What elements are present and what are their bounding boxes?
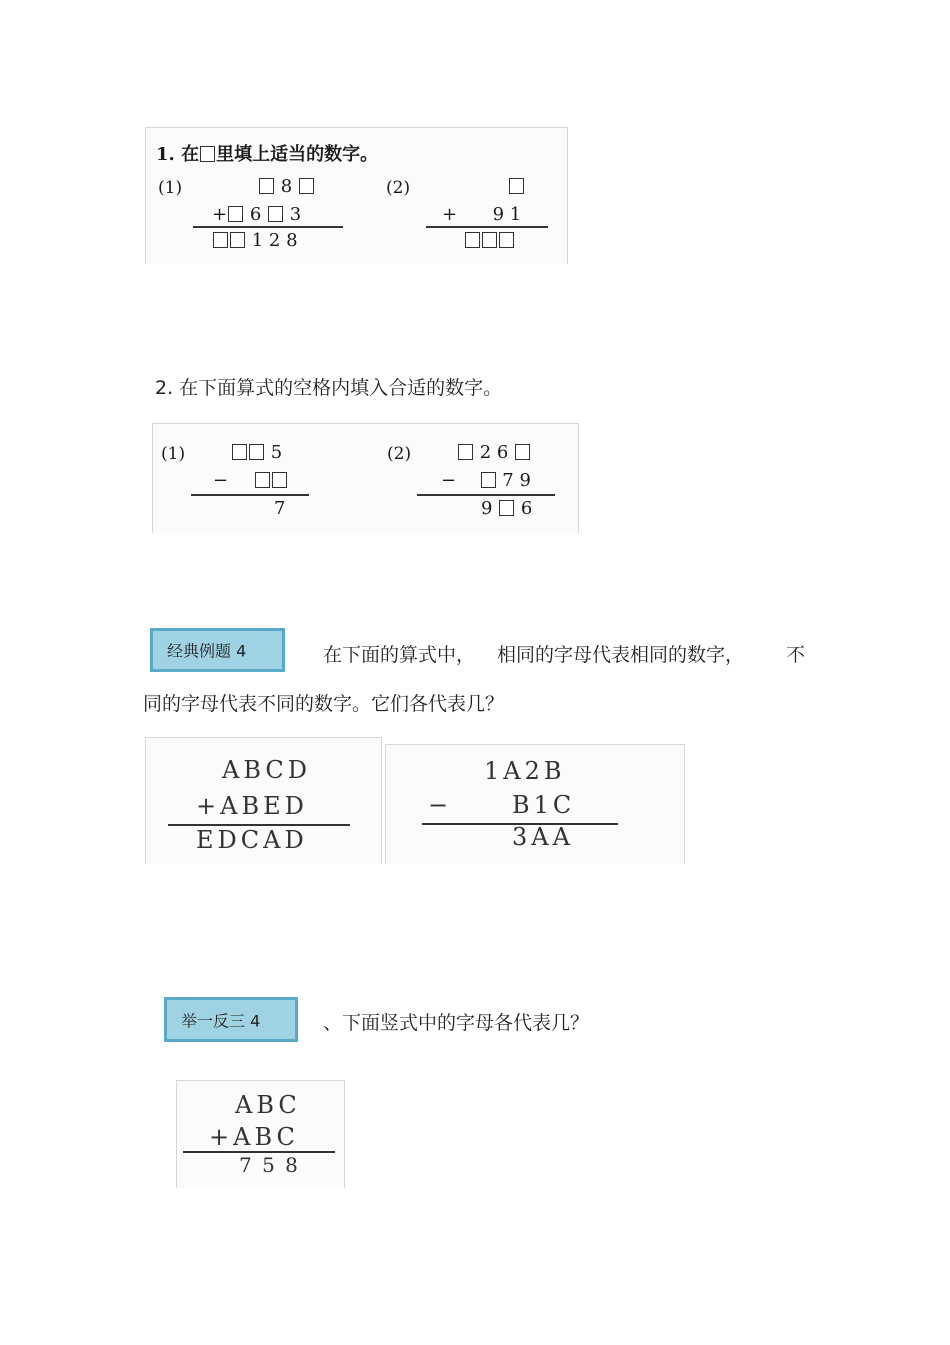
q1-title-num: 1. bbox=[156, 144, 175, 165]
q1-title bbox=[156, 140, 378, 166]
example-eq-a-res: EDCAD bbox=[196, 826, 308, 854]
practice-eq-top: ABC bbox=[235, 1091, 301, 1119]
practice-tag-label: 举一反三 4 bbox=[181, 1011, 261, 1030]
answer-box bbox=[499, 232, 514, 248]
q1-scan bbox=[145, 127, 568, 264]
answer-box bbox=[255, 472, 270, 488]
q1-p1-mid-d2: 3 bbox=[289, 204, 302, 225]
q2-p1-top bbox=[231, 442, 282, 463]
answer-box bbox=[259, 178, 274, 194]
example-eq-b-top: 1A2B bbox=[484, 757, 566, 785]
q1-p2-addend: 9 1 bbox=[492, 204, 522, 225]
answer-box bbox=[228, 206, 243, 222]
q1-p2-op: + bbox=[442, 204, 458, 225]
q1-title-pre: 在 bbox=[181, 144, 200, 165]
q1-p2-res bbox=[464, 230, 515, 251]
q1-p1-mid-d1: 6 bbox=[249, 204, 262, 225]
q1-p1-res bbox=[212, 230, 298, 251]
q2-scan bbox=[152, 423, 579, 533]
q2-p2-top-digit: 2 6 bbox=[479, 442, 509, 463]
answer-box bbox=[272, 472, 287, 488]
q2-p1-rule bbox=[191, 494, 309, 496]
practice-text: 、下面竖式中的字母各代表几？ bbox=[323, 1012, 590, 1034]
q1-p1-rule bbox=[193, 226, 343, 228]
example-eq-a-mid: +ABED bbox=[196, 792, 308, 820]
example-eq-b-scan bbox=[385, 744, 685, 864]
answer-box bbox=[465, 232, 480, 248]
q1-p1-res-digits: 1 2 8 bbox=[251, 230, 298, 251]
q2-p2-op: − bbox=[441, 470, 457, 491]
example-tag bbox=[150, 628, 285, 672]
answer-box bbox=[230, 232, 245, 248]
q1-p2-label: (2) bbox=[386, 178, 411, 198]
q1-p1-label: (1) bbox=[158, 178, 183, 198]
practice-eq-res: 7 5 8 bbox=[239, 1153, 300, 1177]
answer-box bbox=[509, 178, 524, 194]
q2-p1-label: (1) bbox=[161, 444, 186, 464]
example-eq-b-res: 3AA bbox=[512, 823, 574, 851]
example-line2: 同的字母代表不同的数字。它们各代表几？ bbox=[143, 693, 505, 715]
answer-box bbox=[299, 178, 314, 194]
example-eq-a-scan bbox=[145, 737, 382, 864]
q2-p1-top-digit: 5 bbox=[270, 442, 283, 463]
example-eq-b-op: − bbox=[428, 791, 453, 819]
q2-p2-res-a: 9 bbox=[481, 498, 493, 519]
answer-box bbox=[249, 444, 264, 460]
q2-p2-mid bbox=[441, 470, 531, 491]
example-line1-c: 不 bbox=[786, 644, 806, 666]
q1-p1-top bbox=[258, 176, 315, 197]
example-eq-a-top: ABCD bbox=[222, 756, 312, 784]
q2-p1-res: 7 bbox=[274, 498, 286, 519]
q2-p1-mid bbox=[213, 470, 288, 491]
answer-box bbox=[499, 500, 514, 516]
q2-p2-res-b: 6 bbox=[520, 498, 533, 519]
practice-eq-mid: +ABC bbox=[209, 1123, 299, 1151]
q1-p2-top bbox=[508, 176, 525, 197]
q1-p1-mid bbox=[212, 204, 301, 225]
q2-p2-top bbox=[457, 442, 531, 463]
answer-box bbox=[232, 444, 247, 460]
q1-p2-rule bbox=[426, 226, 548, 228]
q2-p2-rule bbox=[417, 494, 555, 496]
answer-box bbox=[482, 232, 497, 248]
answer-box bbox=[515, 444, 530, 460]
q2-p1-op: − bbox=[213, 470, 229, 491]
answer-box bbox=[481, 472, 496, 488]
answer-box bbox=[268, 206, 283, 222]
practice-eq-scan bbox=[176, 1080, 345, 1188]
example-line1-a: 在下面的算式中， bbox=[323, 644, 476, 666]
answer-box bbox=[458, 444, 473, 460]
practice-tag bbox=[164, 997, 298, 1042]
example-tag-label: 经典例题 4 bbox=[167, 641, 247, 661]
q1-p1-top-digit: 8 bbox=[280, 176, 293, 197]
q2-p2-label: (2) bbox=[387, 444, 412, 464]
answer-box bbox=[213, 232, 228, 248]
q1-p1-op: + bbox=[212, 204, 228, 225]
example-line1-b: 相同的字母代表相同的数字， bbox=[497, 644, 745, 666]
q2-p2-res bbox=[481, 498, 532, 519]
q2-text: 2. 在下面算式的空格内填入合适的数字。 bbox=[155, 377, 503, 399]
answer-box bbox=[200, 146, 215, 162]
q1-p2-mid bbox=[442, 204, 521, 225]
q2-p2-mid-digits: 7 9 bbox=[502, 470, 531, 491]
example-eq-b-mid: B1C bbox=[512, 791, 576, 819]
q1-title-post: 里填上适当的数字。 bbox=[216, 144, 379, 165]
